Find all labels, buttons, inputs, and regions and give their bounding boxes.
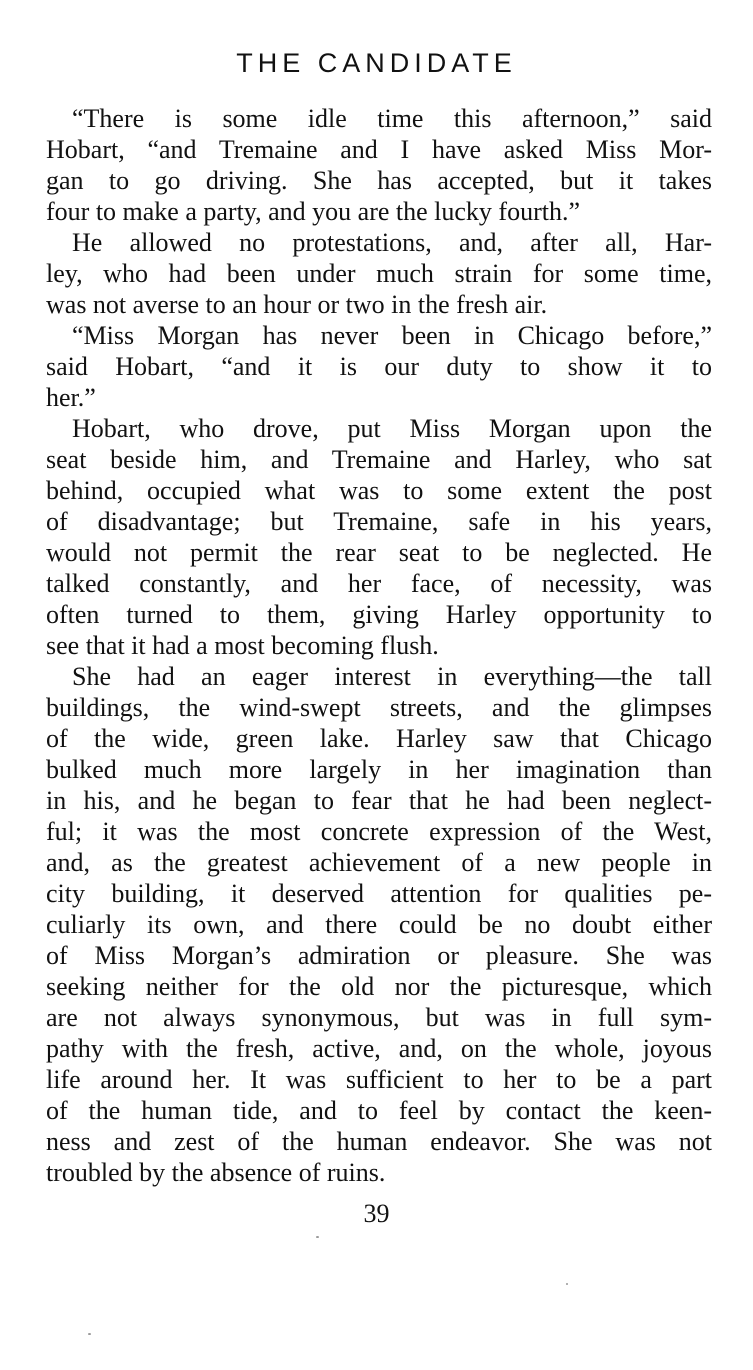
text-line: ley, who had been under much strain for some time,	[46, 259, 712, 288]
text-line: pathy with the fresh, active, and, on the whole, joyous	[46, 1034, 712, 1063]
page-number: 39	[363, 1199, 390, 1228]
text-line: life around her. It was sufficient to her to be a part	[46, 1065, 712, 1094]
text-line: culiarly its own, and there could be no doubt either	[46, 910, 712, 939]
text-line: would not permit the rear seat to be neglected. He	[46, 538, 712, 567]
text-line: seat beside him, and Tremaine and Harley, who sat	[46, 445, 712, 474]
print-speck	[316, 1236, 319, 1238]
text-line: city building, it deserved attention for qualities pe-	[46, 879, 712, 908]
text-line: of Miss Morgan’s admiration or pleasure. She was	[46, 941, 712, 970]
text-line: bulked much more largely in her imagination than	[46, 755, 712, 784]
text-line: of the wide, green lake. Harley saw that Chicago	[46, 724, 712, 753]
body-text	[46, 103, 712, 1188]
text-line: troubled by the absence of ruins.	[46, 1158, 386, 1187]
text-line: Hobart, who drove, put Miss Morgan upon the	[72, 414, 712, 443]
text-line: “There is some idle time this afternoon,” said	[72, 104, 712, 133]
print-speck	[566, 1283, 568, 1285]
text-line: four to make a party, and you are the lucky fourth.”	[46, 197, 581, 226]
text-line: “Miss Morgan has never been in Chicago before,”	[72, 321, 712, 350]
text-line: She had an eager interest in everything—the tall	[72, 662, 712, 691]
text-line: often turned to them, giving Harley opportunity to	[46, 600, 712, 629]
text-line: buildings, the wind-swept streets, and the glimpses	[46, 693, 712, 722]
text-line: her.”	[46, 383, 96, 412]
text-line: of disadvantage; but Tremaine, safe in his years,	[46, 507, 712, 536]
text-line: and, as the greatest achievement of a new people in	[46, 848, 712, 877]
text-line: see that it had a most becoming flush.	[46, 631, 439, 660]
text-line: was not averse to an hour or two in the fresh air.	[46, 290, 548, 319]
text-line: are not always synonymous, but was in full sym-	[46, 1003, 712, 1032]
text-line: He allowed no protestations, and, after all, Har-	[72, 228, 712, 257]
text-line: in his, and he began to fear that he had been neglect-	[46, 786, 712, 815]
print-speck	[88, 1333, 91, 1335]
text-line: Hobart, “and Tremaine and I have asked Miss Mor-	[46, 135, 712, 164]
text-line: of the human tide, and to feel by contact the keen-	[46, 1096, 712, 1125]
text-line: ness and zest of the human endeavor. She was not	[46, 1127, 712, 1156]
text-line: said Hobart, “and it is our duty to show it to	[46, 352, 712, 381]
running-head: THE CANDIDATE	[236, 48, 517, 78]
text-line: seeking neither for the old nor the picturesque, which	[46, 972, 712, 1001]
text-line: gan to go driving. She has accepted, but it takes	[46, 166, 712, 195]
text-line: ful; it was the most concrete expression of the West,	[46, 817, 712, 846]
text-line: talked constantly, and her face, of necessity, was	[46, 569, 712, 598]
text-line: behind, occupied what was to some extent the post	[46, 476, 712, 505]
